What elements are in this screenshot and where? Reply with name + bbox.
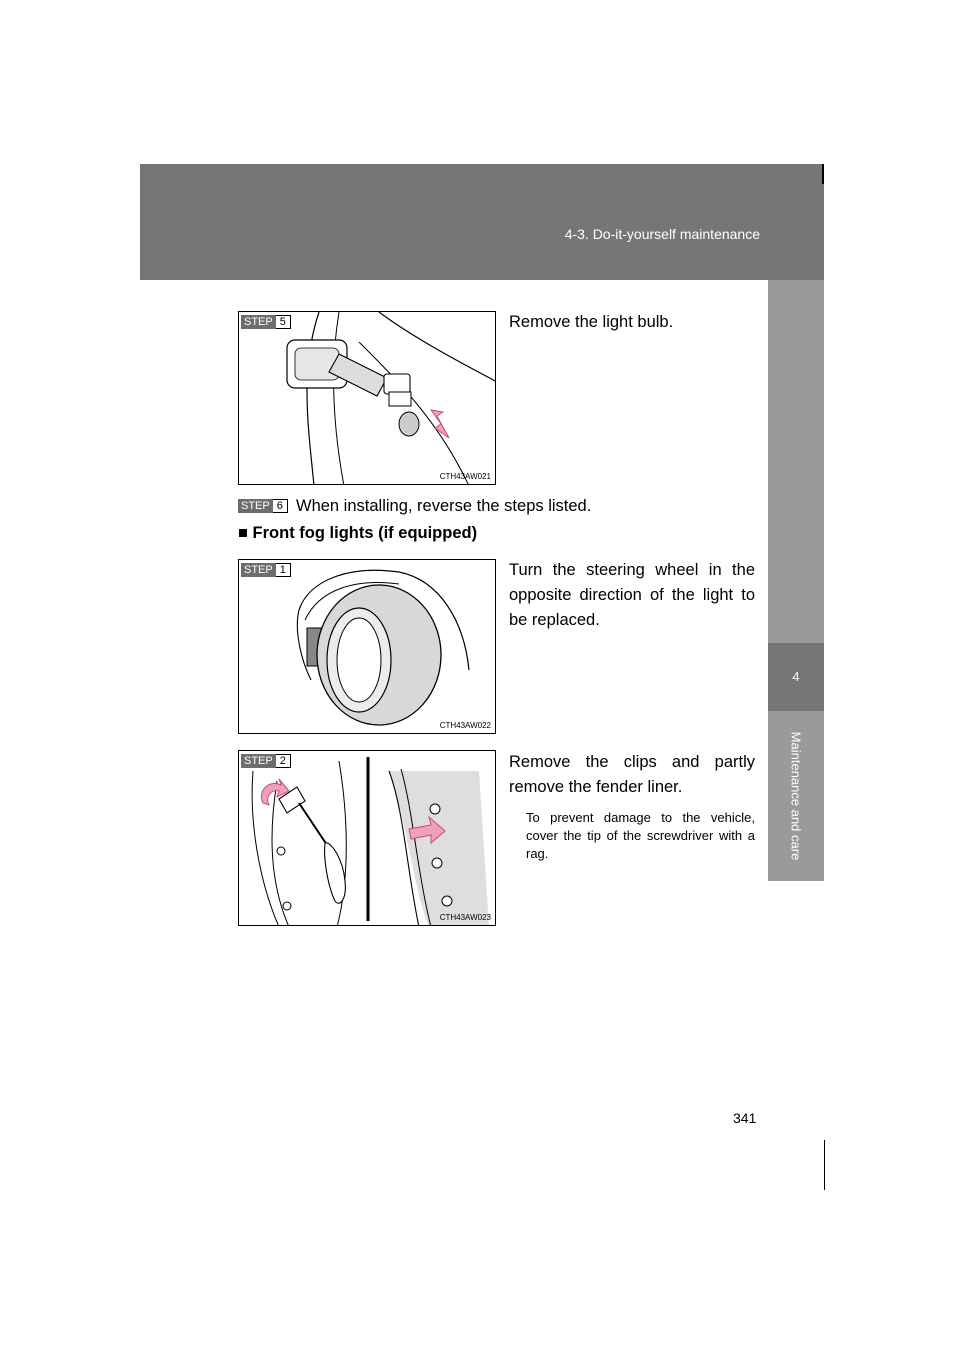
step5-instruction: Remove the light bulb. bbox=[509, 313, 674, 331]
fender-liner-clips-illustration bbox=[239, 751, 496, 926]
step-badge-word: STEP bbox=[241, 563, 276, 577]
figure-remove-bulb bbox=[238, 311, 496, 485]
figure-turn-wheel bbox=[238, 559, 496, 734]
chapter-label: Maintenance and care bbox=[788, 731, 804, 861]
side-tab-strip-upper bbox=[768, 280, 824, 643]
step-badge bbox=[241, 563, 291, 577]
chapter-header-band bbox=[140, 164, 824, 280]
step6-instruction: When installing, reverse the steps listed. bbox=[296, 497, 592, 515]
step-badge-word: STEP bbox=[241, 754, 276, 768]
step-badge-number: 5 bbox=[276, 315, 291, 329]
steering-wheel-tire-illustration bbox=[239, 560, 496, 734]
figure-remove-clips bbox=[238, 750, 496, 926]
step-badge-word: STEP bbox=[241, 315, 276, 329]
figure-code: CTH43AW021 bbox=[439, 472, 491, 481]
fog-step1-instruction: Turn the steering wheel in the opposite direction of the light to be replaced. bbox=[509, 561, 755, 629]
section-title: 4-3. Do-it-yourself maintenance bbox=[564, 226, 760, 242]
bulb-removal-illustration bbox=[239, 312, 496, 485]
step-badge-word: STEP bbox=[238, 499, 273, 513]
step-badge-number: 1 bbox=[276, 563, 291, 577]
crop-mark-bottom bbox=[824, 1140, 825, 1190]
chapter-tab bbox=[768, 643, 824, 711]
step-badge-number: 2 bbox=[276, 754, 291, 768]
step-badge bbox=[241, 315, 291, 329]
step6-badge bbox=[238, 499, 288, 513]
step-badge-number: 6 bbox=[273, 499, 288, 513]
chapter-number: 4 bbox=[792, 669, 800, 684]
fog-step2-instruction: Remove the clips and partly remove the fender liner. bbox=[509, 753, 755, 796]
crop-mark-top bbox=[822, 164, 824, 184]
fog-step2-note: To prevent damage to the vehicle, cover the tip of the screwdriver with a rag. bbox=[526, 810, 755, 861]
page-number: 341 bbox=[733, 1110, 757, 1126]
figure-code: CTH43AW023 bbox=[439, 913, 491, 922]
figure-code: CTH43AW022 bbox=[439, 721, 491, 730]
section-heading: ■ Front fog lights (if equipped) bbox=[238, 524, 478, 542]
step-badge bbox=[241, 754, 291, 768]
chapter-label-vertical bbox=[768, 711, 824, 881]
